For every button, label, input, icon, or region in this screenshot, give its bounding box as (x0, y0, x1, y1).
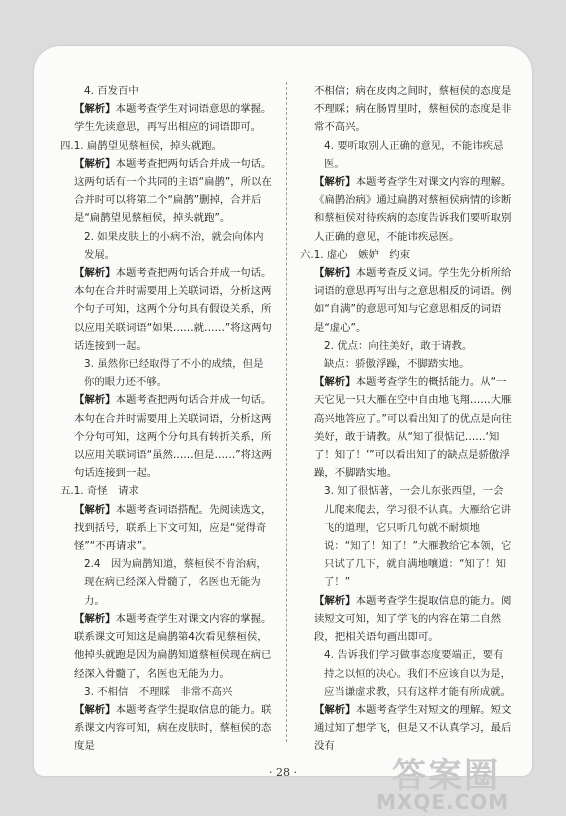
answer-line: 3. 知了很惦著，一会儿东张西望，一会儿爬来爬去，学习很不认真。大雁给它讲飞的道理，它只听几句就不耐烦地说：“知了！知了！”大雁教给它本领，它只试了几下，就自满地嚷道：“知了！知了！” (324, 485, 512, 589)
explanation-text: 本题考查学生提取信息的能力。阅读短文可知，知了学飞的内容在第二自然段，把相关语句画出即可。 (314, 594, 512, 644)
explanation-tag: 【解析】 (314, 594, 356, 607)
explanation-tag: 【解析】 (74, 157, 116, 170)
explanation-text: 本题考查学生对课文内容的理解。《扁鹊治病》通过扁鹊对蔡桓侯病情的诊断和蔡桓侯对待疾病的态度告诉我们要听取别人正确的意见，不能讳疾忌医。 (314, 176, 512, 243)
explanation-tag: 【解析】 (74, 103, 116, 116)
answer-line: 2.4 因为扁鹊知道，蔡桓侯不肯治病，现在病已经深入骨髓了，名医也无能为力。 (84, 558, 267, 607)
answer-line: 六.1. 虚心 嫉妒 约束 (300, 248, 411, 261)
explanation-text: 本题考查学生的概括能力。从“一天它见一只大雁在空中自由地飞翔……大雁高兴地答应了。”可以看出知了的优点是向往美好，敢于请教。从“知了很惦记……‘知了！知了！’”可以看出知了的缺点是骄傲浮躁，不脚踏实地。 (314, 376, 512, 480)
answer-line: 四.1. 扁鹊望见蔡桓侯，掉头就跑。 (60, 139, 222, 152)
explanation-tag: 【解析】 (74, 612, 116, 625)
answer-line: 2. 如果皮肤上的小病不治，就会向体内发展。 (84, 230, 264, 261)
answer-line: 五.1. 奇怪 请求 (60, 485, 139, 498)
explanation-paragraph (300, 173, 512, 246)
explanation-tag: 【解析】 (314, 176, 356, 189)
explanation-text: 本题考查学生对短文的理解。短文通过知了想学飞，但是又不认真学习，最后没有 (314, 703, 512, 753)
answer-line: 2. 优点：向往美好，敢于请教。 (324, 339, 473, 352)
explanation-tag: 【解析】 (74, 267, 116, 280)
watermark-logo: 答案圈 (392, 756, 500, 796)
explanation-paragraph (60, 264, 272, 355)
explanation-paragraph (60, 501, 272, 556)
explanation-text: 本题考查把两句话合并成一句话。本句在合并时需要用上关联词语，分析这两个分句可知，这两个分句具有转折关系，所以应用关联词语“虽然……但是……”将这两句话连接到一起。 (74, 394, 272, 480)
explanation-text: 本题考查学生提取信息的能力。联系课文内容可知，病在皮肤时，蔡桓侯的态度是 (74, 703, 272, 753)
explanation-tag: 【解析】 (314, 376, 356, 389)
explanation-paragraph (60, 701, 272, 756)
right-column (300, 82, 512, 756)
explanation-paragraph (300, 373, 512, 482)
explanation-tag: 【解析】 (314, 703, 356, 716)
answer-line: 4. 要听取别人正确的意见，不能讳疾忌医。 (324, 139, 504, 170)
explanation-text: 不相信；病在皮肉之间时，蔡桓侯的态度是不理睬；病在肠胃里时，蔡桓侯的态度是非常不高兴。 (314, 85, 512, 134)
answer-line: 4. 百发百中 (84, 85, 139, 97)
explanation-tag: 【解析】 (74, 394, 116, 407)
explanation-paragraph (60, 100, 272, 136)
explanation-tag: 【解析】 (74, 703, 116, 716)
page-number: · 28 · (269, 766, 297, 779)
explanation-text: 本题考查反义词。学生先分析所给词语的意思再写出与之意思相反的词语。例如“自满”的意思可知与它意思相反的词语是“虚心”。 (314, 267, 512, 334)
explanation-text: 本题考查学生对课文内容的掌握。联系课文可知这是扁鹊第4次看见蔡桓侯，他掉头就跑是因为扁鹊知道蔡桓侯现在病已经深入骨髓了，名医也无能为力。 (74, 612, 272, 680)
watermark-url: MXQE.COM (376, 790, 510, 814)
explanation-text: 本题考查把两句话合并成一句话。这两句话有一个共同的主语“扁鹊”，所以在合并时可以将第二个“扁鹊”删掉，合并后是“扁鹊望见蔡桓侯，掉头就跑”。 (74, 157, 272, 225)
explanation-tag: 【解析】 (314, 267, 356, 280)
explanation-text: 本题考查学生对词语意思的掌握。学生先读意思，再写出相应的词语即可。 (74, 103, 272, 134)
answer-line: 4. 告诉我们学习做事态度要端正，要有持之以恒的决心。我们不应该自以为是，应当谦虚求教，只有这样才能有所成就。 (324, 649, 512, 698)
explanation-tag: 【解析】 (74, 503, 116, 516)
explanation-text: 本题考查把两句话合并成一句话。本句在合并时需要用上关联词语，分析这两个句子可知，这两个分句具有假设关系，所以应用关联词语“如果……就……”将这两句话连接到一起。 (74, 267, 272, 352)
explanation-paragraph (60, 391, 272, 482)
explanation-paragraph (300, 264, 512, 337)
answer-line: 3. 虽然你已经取得了不小的成绩，但是你的眼力还不够。 (84, 358, 264, 389)
explanation-paragraph (300, 592, 512, 647)
explanation-paragraph (60, 610, 272, 683)
explanation-paragraph (300, 82, 512, 137)
column-divider (286, 82, 287, 742)
answer-line: 缺点：骄傲浮躁，不脚踏实地。 (324, 358, 470, 371)
left-column (60, 82, 272, 756)
explanation-paragraph (60, 155, 272, 228)
answer-line: 3. 不相信 不理睬 非常不高兴 (84, 685, 233, 698)
explanation-text: 本题考查词语搭配。先阅读选文，找到括号，联系上下文可知，应是“觉得奇怪”“不再请求”。 (74, 503, 272, 553)
